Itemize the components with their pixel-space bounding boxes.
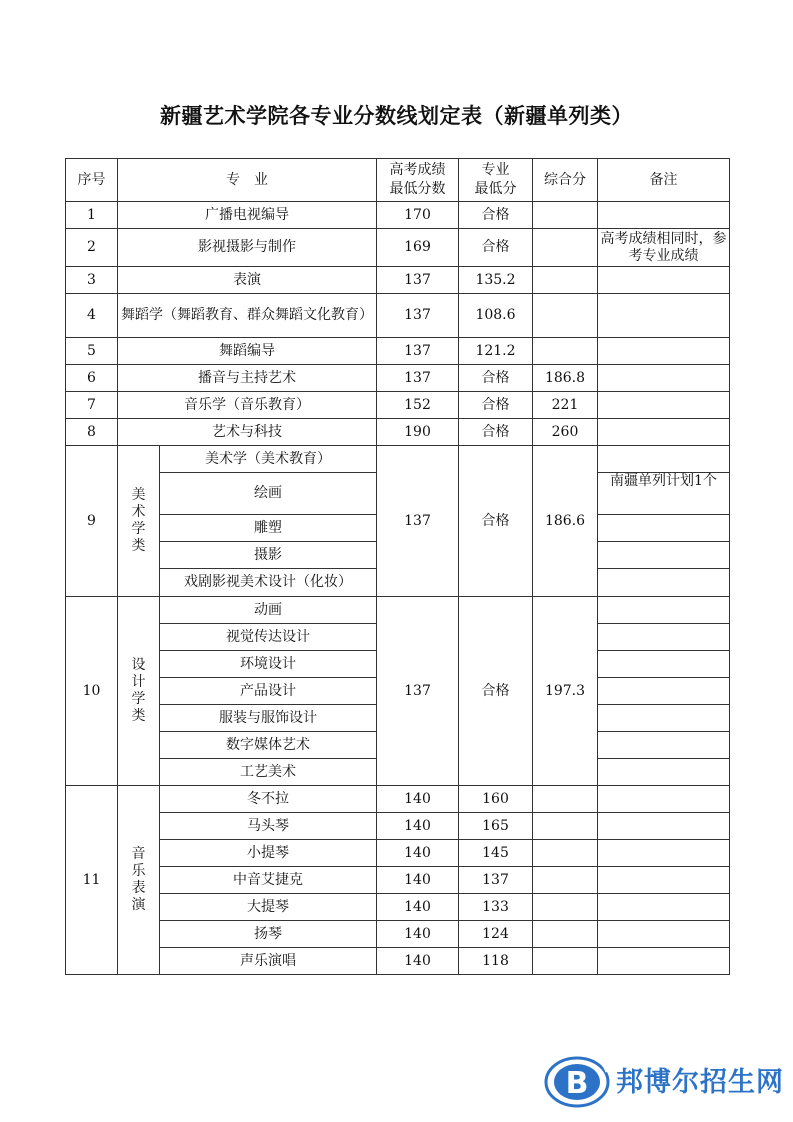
- composite-cell: [533, 948, 598, 975]
- composite-cell: [533, 813, 598, 840]
- major-min-cell: 合格: [459, 597, 533, 786]
- watermark-text: 邦博尔招生网: [616, 1067, 784, 1098]
- seq-cell: 11: [66, 786, 118, 975]
- table-row: [66, 786, 730, 813]
- remark-cell: [598, 732, 730, 759]
- table-row: [66, 392, 730, 419]
- remark-cell: [598, 921, 730, 948]
- major-min-cell: 合格: [459, 392, 533, 419]
- header-seq-cell: [66, 159, 118, 202]
- remark-cell: [598, 894, 730, 921]
- composite-cell: [533, 294, 598, 338]
- table-row: [66, 921, 730, 948]
- sub-major-cell: 工艺美术: [160, 759, 377, 786]
- gaokao-cell: 169: [377, 229, 459, 267]
- major-min-cell: 合格: [459, 202, 533, 229]
- table-row: [66, 229, 730, 267]
- remark-cell: [598, 705, 730, 732]
- sub-major-cell: 服装与服饰设计: [160, 705, 377, 732]
- remark-cell: [598, 365, 730, 392]
- header-seq: 序号: [77, 171, 106, 188]
- remark-cell: [598, 419, 730, 446]
- gaokao-cell: 140: [377, 840, 459, 867]
- remark-cell: [598, 392, 730, 419]
- table-row: [66, 267, 730, 294]
- table-row: [66, 419, 730, 446]
- major-min-cell: 135.2: [459, 267, 533, 294]
- composite-cell: [533, 786, 598, 813]
- major-min-cell: 124: [459, 921, 533, 948]
- composite-cell: [533, 894, 598, 921]
- composite-cell: [533, 338, 598, 365]
- remark-cell: [598, 569, 730, 597]
- seq-cell: 5: [66, 338, 118, 365]
- composite-cell: [533, 867, 598, 894]
- brand-logo-icon: [543, 1052, 613, 1110]
- remark-cell: [598, 542, 730, 569]
- header-composite: 综合分: [544, 171, 586, 188]
- composite-cell: [533, 840, 598, 867]
- category-cell: 设计学类: [118, 597, 160, 786]
- major-cell: 广播电视编导: [118, 202, 377, 229]
- gaokao-cell: 140: [377, 948, 459, 975]
- header-major: 专 业: [226, 171, 268, 188]
- major-min-cell: 165: [459, 813, 533, 840]
- seq-cell: 10: [66, 597, 118, 786]
- major-min-cell: 合格: [459, 365, 533, 392]
- composite-cell: [533, 921, 598, 948]
- composite-cell: [533, 267, 598, 294]
- header-major-cell: [118, 159, 377, 202]
- major-cell: 表演: [118, 267, 377, 294]
- sub-major-cell: 戏剧影视美术设计（化妆）: [160, 569, 377, 597]
- header-major-min-cell: [459, 159, 533, 202]
- table-row: [66, 813, 730, 840]
- sub-major-cell: 冬不拉: [160, 786, 377, 813]
- page-title: 新疆艺术学院各专业分数线划定表（新疆单列类）: [160, 104, 633, 128]
- major-min-cell: 合格: [459, 419, 533, 446]
- header-major-min-line1: 专业: [481, 162, 510, 178]
- major-min-cell: 合格: [459, 446, 533, 597]
- table-row: [66, 894, 730, 921]
- header-remarks: 备注: [649, 171, 678, 188]
- sub-major-cell: 绘画: [160, 473, 377, 515]
- gaokao-cell: 137: [377, 338, 459, 365]
- major-min-cell: 137: [459, 867, 533, 894]
- header-major-min-line2: 最低分: [474, 181, 517, 197]
- major-min-cell: 118: [459, 948, 533, 975]
- seq-cell: 7: [66, 392, 118, 419]
- gaokao-cell: 170: [377, 202, 459, 229]
- table-row: [66, 202, 730, 229]
- composite-cell: 197.3: [533, 597, 598, 786]
- composite-cell: [533, 229, 598, 267]
- remark-cell: [598, 759, 730, 786]
- seq-cell: 9: [66, 446, 118, 597]
- remark-cell: [598, 867, 730, 894]
- header-composite-cell: [533, 159, 598, 202]
- gaokao-cell: 152: [377, 392, 459, 419]
- seq-cell: 8: [66, 419, 118, 446]
- table-row: [66, 365, 730, 392]
- gaokao-cell: 140: [377, 894, 459, 921]
- category-cell: 美术学类: [118, 446, 160, 597]
- remark-cell: [598, 338, 730, 365]
- major-min-cell: 108.6: [459, 294, 533, 338]
- composite-cell: [533, 202, 598, 229]
- header-gaokao-line1: 高考成绩: [389, 162, 446, 178]
- gaokao-cell: 137: [377, 446, 459, 597]
- sub-major-cell: 动画: [160, 597, 377, 624]
- sub-major-cell: 声乐演唱: [160, 948, 377, 975]
- remark-cell: 南疆单列计划1个: [598, 473, 730, 515]
- remark-cell: [598, 786, 730, 813]
- gaokao-cell: 140: [377, 921, 459, 948]
- watermark: [543, 1052, 784, 1110]
- gaokao-cell: 137: [377, 597, 459, 786]
- remark-cell: [598, 267, 730, 294]
- major-cell: 音乐学（音乐教育）: [118, 392, 377, 419]
- major-cell: 影视摄影与制作: [118, 229, 377, 267]
- remark-cell: 高考成绩相同时，参考专业成绩: [598, 229, 730, 267]
- sub-major-cell: 摄影: [160, 542, 377, 569]
- major-min-cell: 合格: [459, 229, 533, 267]
- remark-cell: [598, 294, 730, 338]
- gaokao-cell: 190: [377, 419, 459, 446]
- category-cell: 音乐表演: [118, 786, 160, 975]
- svg-text:B: B: [565, 1066, 589, 1101]
- table-header-row: [66, 159, 730, 202]
- remark-cell: [598, 678, 730, 705]
- sub-major-cell: 视觉传达设计: [160, 624, 377, 651]
- sub-major-cell: 产品设计: [160, 678, 377, 705]
- composite-cell: 186.8: [533, 365, 598, 392]
- sub-major-cell: 雕塑: [160, 515, 377, 542]
- remark-cell: [598, 813, 730, 840]
- sub-major-cell: 环境设计: [160, 651, 377, 678]
- seq-cell: 1: [66, 202, 118, 229]
- table-row: [66, 597, 730, 624]
- remark-cell: [598, 840, 730, 867]
- gaokao-cell: 137: [377, 365, 459, 392]
- major-cell: 播音与主持艺术: [118, 365, 377, 392]
- remark-cell: [598, 597, 730, 624]
- table-row: [66, 294, 730, 338]
- sub-major-cell: 扬琴: [160, 921, 377, 948]
- gaokao-cell: 140: [377, 786, 459, 813]
- major-min-cell: 160: [459, 786, 533, 813]
- seq-cell: 2: [66, 229, 118, 267]
- major-cell: 舞蹈学（舞蹈教育、群众舞蹈文化教育）: [118, 294, 377, 338]
- major-min-cell: 145: [459, 840, 533, 867]
- composite-cell: 260: [533, 419, 598, 446]
- sub-major-cell: 数字媒体艺术: [160, 732, 377, 759]
- seq-cell: 6: [66, 365, 118, 392]
- gaokao-cell: 137: [377, 267, 459, 294]
- remark-cell: [598, 651, 730, 678]
- gaokao-cell: 140: [377, 813, 459, 840]
- table-row: [66, 867, 730, 894]
- remark-cell: [598, 948, 730, 975]
- header-gaokao-line2: 最低分数: [389, 181, 446, 197]
- gaokao-cell: 137: [377, 294, 459, 338]
- sub-major-cell: 大提琴: [160, 894, 377, 921]
- remark-cell: [598, 446, 730, 473]
- header-gaokao-cell: [377, 159, 459, 202]
- sub-major-cell: 马头琴: [160, 813, 377, 840]
- major-min-cell: 133: [459, 894, 533, 921]
- sub-major-cell: 美术学（美术教育）: [160, 446, 377, 473]
- major-min-cell: 121.2: [459, 338, 533, 365]
- remark-cell: [598, 202, 730, 229]
- composite-cell: 186.6: [533, 446, 598, 597]
- major-cell: 艺术与科技: [118, 419, 377, 446]
- remark-cell: [598, 515, 730, 542]
- major-cell: 舞蹈编导: [118, 338, 377, 365]
- seq-cell: 3: [66, 267, 118, 294]
- score-table: [65, 158, 730, 975]
- table-row: [66, 840, 730, 867]
- sub-major-cell: 小提琴: [160, 840, 377, 867]
- table-row: [66, 338, 730, 365]
- composite-cell: 221: [533, 392, 598, 419]
- remark-cell: [598, 624, 730, 651]
- table-row: [66, 446, 730, 473]
- sub-major-cell: 中音艾捷克: [160, 867, 377, 894]
- table-row: [66, 948, 730, 975]
- header-remarks-cell: [598, 159, 730, 202]
- gaokao-cell: 140: [377, 867, 459, 894]
- seq-cell: 4: [66, 294, 118, 338]
